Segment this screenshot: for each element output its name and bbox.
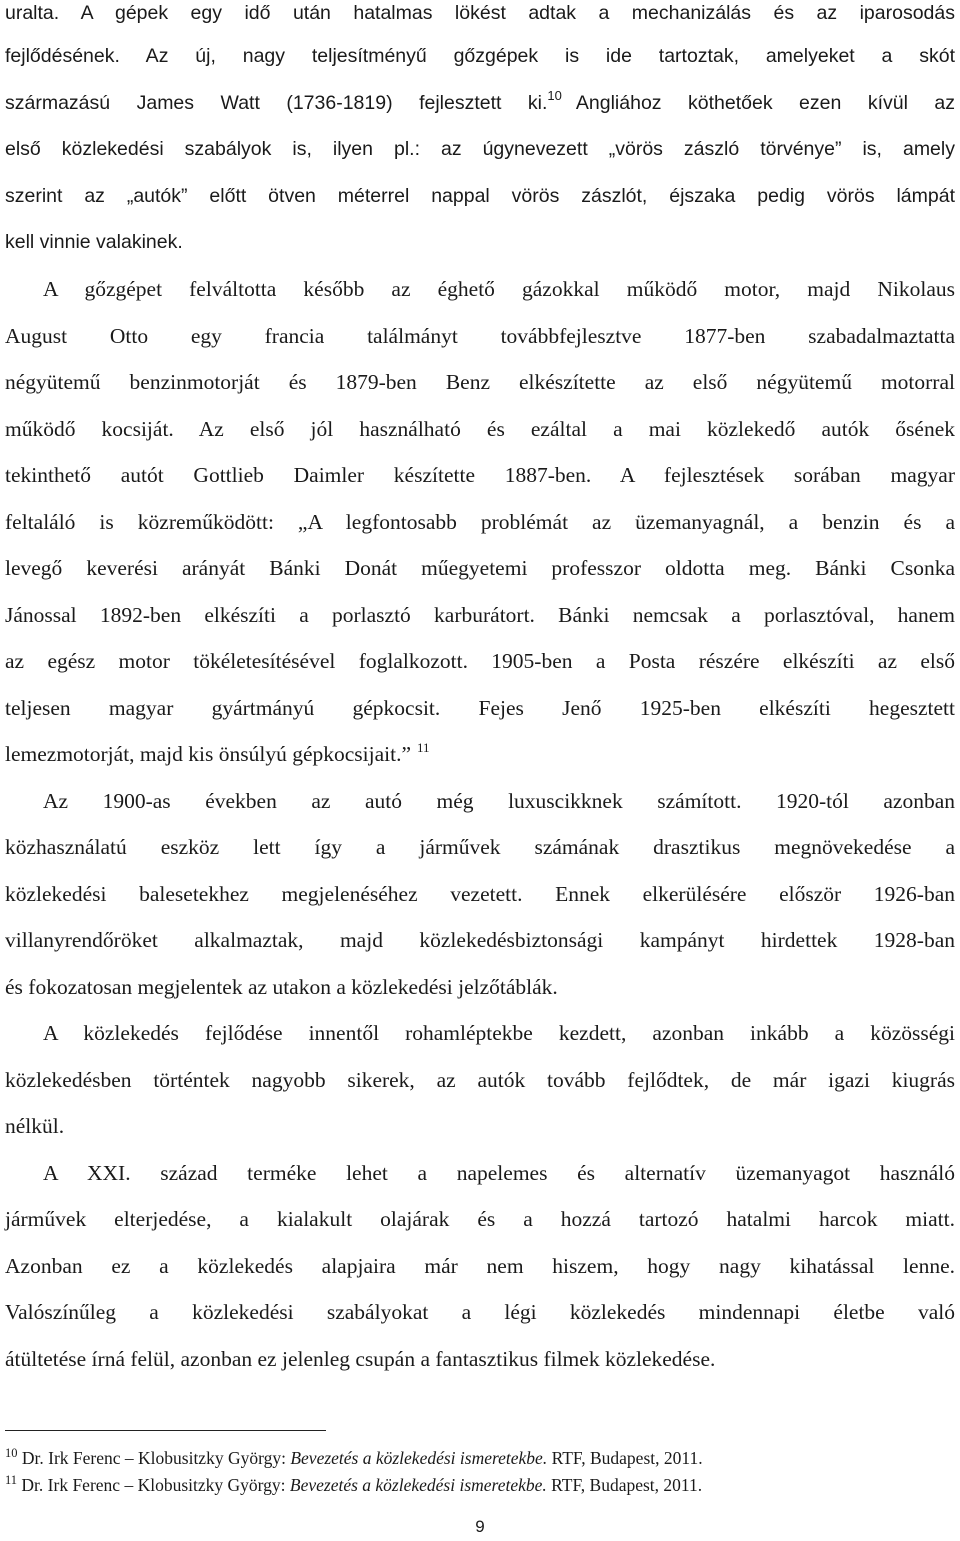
text-line: kell vinnie valakinek.: [5, 231, 183, 253]
text-line: levegő keverési arányát Bánki Donát műegyetemi professzor oldotta meg. Bánki Csonka: [5, 556, 955, 580]
text-line: átültetése írná felül, azonban ez jelenleg csupán a fantasztikus filmek közlekedése.: [5, 1347, 716, 1371]
footnote-number: 11: [5, 1473, 18, 1487]
text-line: feltaláló is közreműködött: „A legfontosabb problémát az üzemanyagnál, a benzin és a: [5, 510, 955, 534]
text-line: az egész motor tökéletesítésével foglalkozott. 1905-ben a Posta részére elkészíti az első: [5, 649, 955, 673]
text-line: Valószínűleg a közlekedési szabályokat a légi közlekedés mindennapi életbe való: [5, 1300, 955, 1324]
text-line: August Otto egy francia találmányt továbbfejlesztve 1877-ben szabadalmaztatta: [5, 324, 955, 348]
text-line: első közlekedési szabályok is, ilyen pl.: az úgynevezett „vörös zászló törvénye” is, amely: [5, 138, 955, 160]
text-line: Az 1900-as években az autó még luxuscikknek számított. 1920-tól azonban: [43, 789, 955, 813]
footnote-10: [5, 1447, 945, 1471]
text-line: nélkül.: [5, 1114, 65, 1138]
footnote-separator: [5, 1430, 326, 1431]
text-line: [5, 731, 955, 777]
footnote-publisher: RTF, Budapest, 2011.: [547, 1448, 703, 1468]
text-line: tekinthető autót Gottlieb Daimler készítette 1887-ben. A fejlesztések sorában magyar: [5, 463, 955, 487]
footnote-number: 10: [5, 1446, 18, 1460]
text-line: [5, 80, 955, 126]
text-line: és fokozatosan megjelentek az utakon a közlekedési jelzőtáblák.: [5, 975, 558, 999]
text-line: teljesen magyar gyártmányú gépkocsit. Fejes Jenő 1925-ben elkészíti hegesztett: [5, 696, 955, 720]
footnote-authors: Dr. Irk Ferenc – Klobusitzky György:: [21, 1475, 290, 1495]
text-line: közlekedésben történtek nagyobb sikerek, az autók tovább fejlődtek, de már igazi kiugrás: [5, 1068, 955, 1092]
footnote-11: [5, 1474, 945, 1498]
footnote-title: Bevezetés a közlekedési ismeretekbe.: [289, 1475, 547, 1495]
footnote-ref: 11: [417, 740, 430, 755]
text-line: A XXI. század terméke lehet a napelemes és alternatív üzemanyagot használó: [43, 1161, 955, 1185]
text-line: négyütemű benzinmotorját és 1879-ben Benz elkészítette az első négyütemű motorral: [5, 370, 955, 394]
footnote-ref: 10: [547, 88, 562, 103]
page-number: 9: [475, 1517, 485, 1536]
text-line: fejlődésének. Az új, nagy teljesítményű gőzgépek is ide tartoztak, amelyeket a skót: [5, 45, 955, 67]
text-line: A közlekedés fejlődése innentől rohamléptekbe kezdett, azonban inkább a közösségi: [43, 1021, 955, 1045]
text-line: Azonban ez a közlekedés alapjaira már nem hiszem, hogy nagy kihatással lenne.: [5, 1254, 955, 1278]
text-line: Jánossal 1892-ben elkészíti a porlasztó karburátort. Bánki nemcsak a porlasztóval, hanem: [5, 603, 955, 627]
text-line: villanyrendőröket alkalmaztak, majd közlekedésbiztonsági kampányt hirdettek 1928-ban: [5, 928, 955, 952]
footnote-publisher: RTF, Budapest, 2011.: [546, 1475, 703, 1495]
text-line: közhasználatú eszköz lett így a járművek számának drasztikus megnövekedése a: [5, 835, 955, 859]
footnote-title: Bevezetés a közlekedési ismeretekbe.: [290, 1448, 548, 1468]
text-line: közlekedési balesetekhez megjelenéséhez vezetett. Ennek elkerülésére először 1926-ban: [5, 882, 955, 906]
text-span: Angliához köthetőek ezen kívül az: [575, 92, 955, 114]
text-line: szerint az „autók” előtt ötven méterrel nappal vörös zászlót, éjszaka pedig vörös lámpát: [5, 185, 955, 207]
footnote-authors: Dr. Irk Ferenc – Klobusitzky György:: [21, 1448, 291, 1468]
text-line: járművek elterjedése, a kialakult olajárak és a hozzá tartozó hatalmi harcok miatt.: [5, 1207, 955, 1231]
text-span: származású James Watt (1736-1819) fejlesztett ki.: [5, 92, 548, 114]
text-line: működő kocsiját. Az első jól használható és ezáltal a mai közlekedő autók ősének: [5, 417, 955, 441]
text-span: lemezmotorját, majd kis önsúlyú gépkocsijait.”: [5, 742, 412, 766]
text-line: A gőzgépet felváltotta később az éghető gázokkal működő motor, majd Nikolaus: [43, 277, 955, 301]
text-line: uralta. A gépek egy idő után hatalmas lökést adtak a mechanizálás és az iparosodás: [5, 2, 955, 24]
